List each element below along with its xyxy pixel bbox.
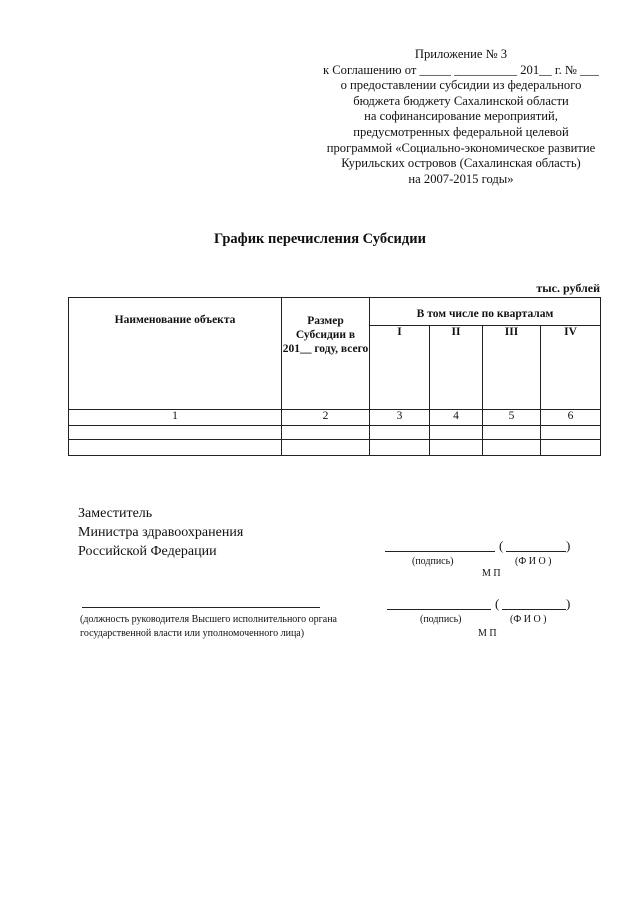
- column-number: 2: [282, 410, 370, 426]
- appendix-line: к Соглашению от _____ __________ 201__ г. № ___: [323, 62, 599, 77]
- signatory-line: Российской Федерации: [78, 544, 217, 559]
- quarter-header: IV: [541, 326, 601, 410]
- header-quarters: [370, 298, 601, 326]
- header-object-label: Наименование объекта: [114, 314, 236, 326]
- fio-line: [502, 609, 566, 610]
- fio-label: (Ф И О ): [510, 614, 547, 625]
- appendix-line: Приложение № 3: [414, 47, 508, 61]
- appendix-line: бюджета бюджету Сахалинской области: [353, 93, 569, 108]
- table-row: [69, 440, 601, 456]
- fio-open-paren: (: [495, 596, 500, 611]
- column-number: 4: [430, 410, 483, 426]
- table-row: [69, 426, 601, 440]
- appendix-line: на 2007-2015 годы»: [408, 171, 514, 186]
- appendix-line: предусмотренных федеральной целевой: [353, 124, 569, 139]
- quarter-header: II: [430, 326, 483, 410]
- column-number: 3: [370, 410, 430, 426]
- header-object: [69, 298, 282, 410]
- signatory-line: Министра здравоохранения: [78, 525, 244, 540]
- appendix-line: о предоставлении субсидии из федерального: [340, 78, 582, 93]
- fio-line: [506, 551, 566, 552]
- units-label: тыс. рублей: [536, 281, 600, 295]
- appendix-line: на софинансирование мероприятий,: [364, 109, 558, 124]
- header-quarters-label: В том числе по кварталам: [416, 308, 554, 320]
- signatory-line: Заместитель: [78, 506, 153, 521]
- fio-close-paren: ): [566, 538, 571, 553]
- signature-line: [385, 551, 495, 552]
- header-size: [282, 298, 370, 410]
- quarter-header: III: [483, 326, 541, 410]
- fio-close-paren: ): [566, 596, 571, 611]
- signatory-title: [78, 504, 243, 561]
- schedule-table: [68, 297, 601, 456]
- position-note: (должность руководителя Высшего исполнительного органа государственной власти или уполномоченного лица): [80, 614, 337, 639]
- position-line: [82, 607, 320, 608]
- page-title: График перечисления Субсидии: [214, 231, 426, 247]
- appendix-line: Курильских островов (Сахалинская область): [341, 156, 581, 171]
- signature-label: (подпись): [420, 614, 462, 625]
- quarter-header: I: [370, 326, 430, 410]
- stamp-label: М П: [478, 628, 497, 639]
- column-number: 1: [69, 410, 282, 426]
- signature-label: (подпись): [412, 556, 454, 567]
- column-number: 6: [541, 410, 601, 426]
- header-size-label: Размер Субсидии в 201__ году, всего: [282, 315, 369, 355]
- fio-open-paren: (: [499, 538, 504, 553]
- fio-label: (Ф И О ): [515, 556, 552, 567]
- stamp-label: М П: [482, 568, 501, 579]
- column-number: 5: [483, 410, 541, 426]
- signature-line: [387, 609, 491, 610]
- appendix-header: [300, 47, 622, 187]
- appendix-line: программой «Социально-экономическое развитие: [326, 140, 596, 155]
